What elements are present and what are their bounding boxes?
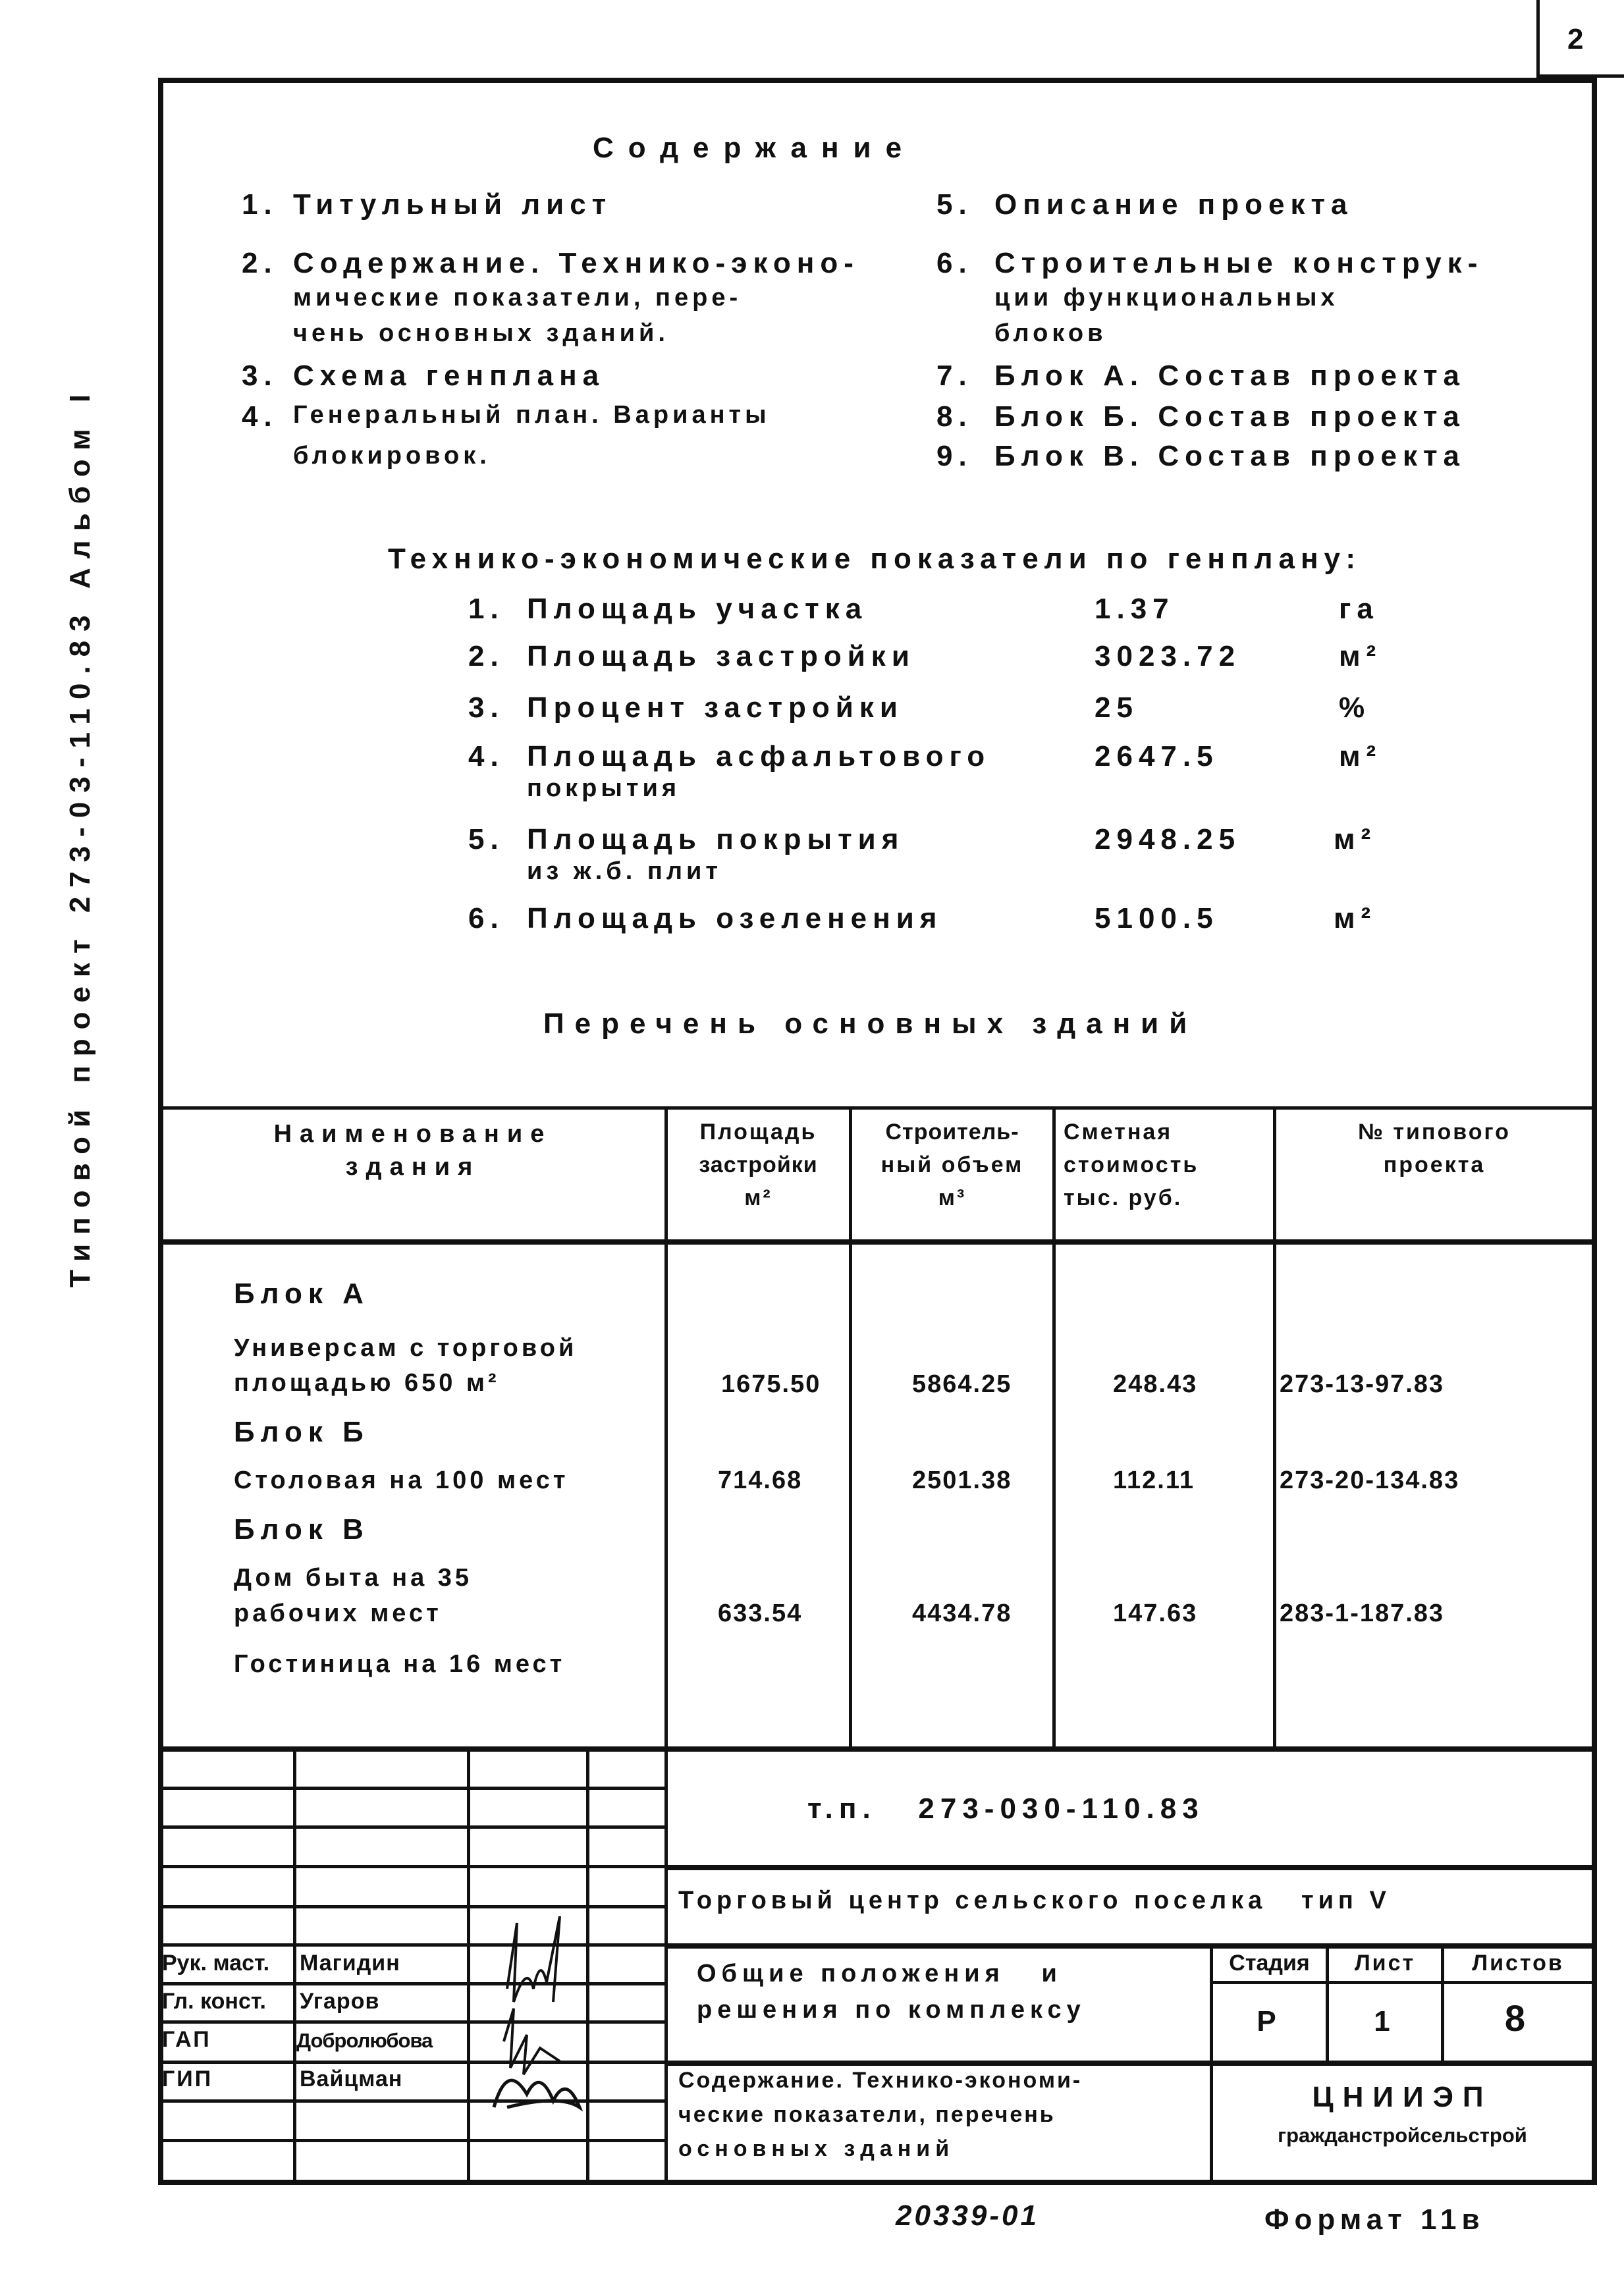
table-col-divider	[1052, 1106, 1056, 1748]
block-label: Блок А	[234, 1278, 369, 1310]
signatures	[468, 1910, 599, 2120]
tep-unit: м²	[1339, 740, 1382, 772]
contents-item-cont: ции функциональных	[994, 284, 1339, 311]
contents-item: Генеральный план. Варианты	[293, 401, 771, 429]
tep-label: Площадь асфальтового	[527, 740, 991, 772]
tep-label: Площадь участка	[527, 593, 868, 625]
tep-value: 3023.72	[1095, 640, 1241, 672]
format-label: Формат 11в	[1264, 2203, 1485, 2236]
header-area-unit: м²	[744, 1185, 772, 1210]
tep-label-cont: из ж.б. плит	[527, 857, 722, 885]
contents-item: Титульный лист	[293, 188, 612, 221]
header-name: здания	[345, 1153, 481, 1181]
building-name: рабочих мест	[234, 1600, 442, 1627]
buildings-title: Перечень основных зданий	[543, 1008, 1198, 1040]
header-volume: Строитель-	[885, 1120, 1019, 1145]
stage-label: Стадия	[1229, 1951, 1310, 1976]
tep-label: Площадь застройки	[527, 640, 915, 672]
contents-num: 9.	[936, 440, 973, 472]
header-area: Площадь	[699, 1120, 817, 1145]
cell-cost: 112.11	[1113, 1467, 1195, 1494]
sheets-value: 8	[1504, 1997, 1532, 2039]
header-volume-unit: м³	[938, 1185, 967, 1210]
contents-item-cont: блоков	[994, 319, 1107, 347]
sheet-number: 2	[1567, 23, 1590, 55]
header-cost-unit: тыс. руб.	[1064, 1185, 1183, 1210]
cell-project: 273-13-97.83	[1280, 1370, 1445, 1398]
table-col-divider	[664, 1106, 668, 2180]
drawing-title: Содержание. Технико-экономи-	[678, 2068, 1083, 2093]
drawing-title: основных зданий	[678, 2136, 955, 2161]
contents-num: 6.	[936, 247, 973, 279]
contents-num: 7.	[936, 360, 973, 392]
frame-top	[158, 78, 1597, 83]
tep-label: Площадь покрытия	[527, 823, 905, 855]
building-name: Гостиница на 16 мест	[234, 1650, 566, 1678]
cell-cost: 147.63	[1113, 1600, 1198, 1627]
frame-bottom	[158, 2180, 1597, 2185]
grid-line	[158, 1865, 666, 1868]
building-name: площадью 650 м²	[234, 1369, 500, 1397]
grid-col	[293, 1746, 296, 2181]
contents-item: Описание проекта	[994, 188, 1353, 221]
header-area: застройки	[699, 1152, 818, 1177]
staff-role: ГАП	[162, 2027, 211, 2052]
contents-item-cont: блокировок.	[293, 442, 491, 470]
tep-num: 1.	[468, 593, 504, 625]
table-col-divider	[1273, 1106, 1276, 1748]
contents-item: Строительные конструк-	[994, 247, 1484, 279]
tep-unit: м²	[1339, 640, 1382, 672]
sheet-value: 1	[1374, 2005, 1396, 2037]
header-cost: стоимость	[1064, 1152, 1199, 1177]
drawing-title: ческие показатели, перечень	[678, 2102, 1056, 2127]
contents-item: Содержание. Технико-эконо-	[293, 247, 859, 279]
tep-num: 5.	[468, 823, 504, 855]
tep-value: 1.37	[1095, 593, 1175, 625]
staff-name: Вайцман	[300, 2066, 403, 2091]
tep-title: Технико-экономические показатели по генплану:	[388, 543, 1362, 575]
tb-line	[665, 2061, 1594, 2066]
header-cost: Сметная	[1064, 1120, 1173, 1145]
cell-area: 1675.50	[721, 1370, 821, 1398]
tep-unit: га	[1339, 593, 1379, 625]
cell-volume: 2501.38	[912, 1467, 1012, 1494]
tep-value: 2948.25	[1095, 823, 1241, 855]
contents-num: 8.	[936, 400, 973, 433]
sheets-label: Листов	[1472, 1951, 1564, 1976]
contents-item: Блок Б. Состав проекта	[994, 400, 1465, 433]
cell-area: 714.68	[718, 1467, 803, 1494]
contents-item-cont: чень основных зданий.	[293, 319, 669, 347]
staff-role: Гл. конст.	[162, 1989, 266, 2014]
sheet-label: Лист	[1354, 1951, 1416, 1976]
cell-project: 273-20-134.83	[1280, 1467, 1460, 1494]
tep-unit: м²	[1334, 823, 1377, 855]
organization: гражданстройсельстрой	[1278, 2124, 1527, 2147]
tep-label: Процент застройки	[527, 691, 904, 724]
stage-value: Р	[1257, 2005, 1282, 2037]
table-top-border	[158, 1106, 1597, 1110]
section-name: решения по комплексу	[697, 1996, 1086, 2024]
header-project: проекта	[1383, 1152, 1486, 1177]
tep-num: 4.	[468, 740, 504, 772]
tep-value: 2647.5	[1095, 740, 1219, 772]
contents-num: 3.	[242, 360, 278, 392]
building-name: Дом быта на 35	[234, 1564, 473, 1592]
contents-item: Блок В. Состав проекта	[994, 440, 1466, 472]
cell-area: 633.54	[718, 1600, 803, 1627]
staff-role: ГИП	[162, 2066, 213, 2091]
table-header-border	[158, 1239, 1597, 1245]
contents-item: Схема генплана	[293, 360, 605, 392]
tb-line	[1211, 1981, 1593, 1984]
contents-item-cont: мические показатели, пере-	[293, 284, 742, 311]
block-label: Блок Б	[234, 1416, 369, 1448]
contents-num: 2.	[242, 247, 278, 279]
tep-value: 5100.5	[1095, 902, 1219, 934]
cell-volume: 5864.25	[912, 1370, 1012, 1398]
tep-label: Площадь озеленения	[527, 902, 943, 934]
tep-num: 2.	[468, 640, 504, 672]
staff-name: Угаров	[300, 1989, 380, 2014]
sheet-box-left-border	[1536, 0, 1540, 78]
contents-num: 4.	[242, 400, 278, 433]
contents-num: 1.	[242, 188, 278, 221]
tep-label-cont: покрытия	[527, 774, 680, 802]
grid-line	[158, 2139, 666, 2142]
contents-num: 5.	[936, 188, 973, 221]
tb-line	[665, 1865, 1594, 1870]
tep-num: 6.	[468, 902, 504, 934]
tb-line	[665, 1943, 1594, 1949]
organization: ЦНИИЭП	[1312, 2081, 1493, 2113]
side-label: Типовой проект 273-03-110.83 Альбом I	[64, 385, 96, 1288]
tep-unit: %	[1339, 691, 1371, 724]
section-name: Общие положения и	[697, 1960, 1062, 1987]
building-name: Универсам с торговой	[234, 1334, 578, 1362]
header-name: Наименование	[273, 1120, 553, 1148]
grid-line	[158, 1787, 666, 1790]
header-project: № типового	[1358, 1120, 1511, 1145]
staff-name: Добролюбова	[296, 2029, 433, 2052]
cell-project: 283-1-187.83	[1280, 1600, 1445, 1627]
contents-item: Блок А. Состав проекта	[994, 360, 1466, 392]
grid-line	[158, 1905, 666, 1908]
cell-cost: 248.43	[1113, 1370, 1198, 1398]
title-block-top	[158, 1746, 1597, 1752]
contents-title: Содержание	[593, 132, 917, 164]
grid-line	[158, 1825, 666, 1829]
tep-value: 25	[1095, 691, 1139, 724]
staff-role: Рук. маст.	[162, 1951, 270, 1976]
cell-volume: 4434.78	[912, 1600, 1012, 1627]
tep-num: 3.	[468, 691, 504, 724]
tep-unit: м²	[1334, 902, 1377, 934]
staff-name: Магидин	[300, 1951, 400, 1976]
inventory-number: 20339-01	[896, 2199, 1039, 2232]
project-name: Торговый центр сельского поселка тип V	[678, 1887, 1391, 1914]
header-volume: ный объем	[880, 1152, 1024, 1177]
block-label: Блок В	[234, 1513, 369, 1546]
project-code: т.п. 273-030-110.83	[807, 1793, 1204, 1825]
building-name: Столовая на 100 мест	[234, 1467, 569, 1494]
